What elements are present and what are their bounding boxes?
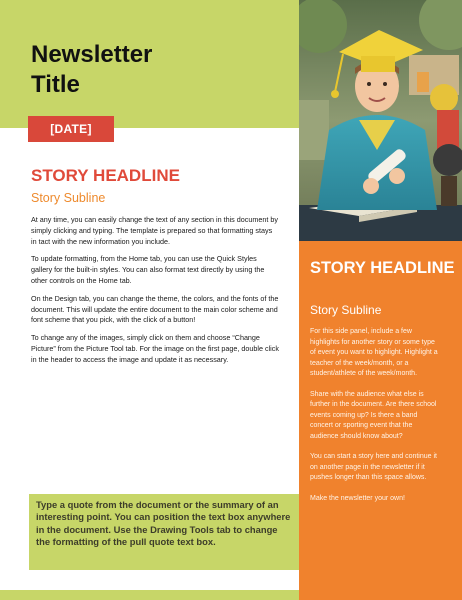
side-story-paragraph: You can start a story here and continue it on another page in the newsletter if it pushes longer than this space allows. <box>310 453 437 481</box>
pull-quote-box <box>29 494 299 570</box>
story-paragraph: At any time, you can easily change the text of any section in this document by simply clicking and typing. The template is prepared so that formatting stays in tact with the new information you include. <box>31 215 278 246</box>
main-story <box>31 166 279 373</box>
side-story-body <box>310 327 440 514</box>
date-badge: [DATE] <box>28 116 114 142</box>
story-headline: STORY HEADLINE <box>31 166 180 185</box>
side-story-subline: Story Subline <box>310 303 382 317</box>
side-story-headline: STORY HEADLINE <box>310 259 455 277</box>
story-paragraph: To change any of the images, simply click on them and choose “Change Picture” from the Picture Tool tab. For the image on the first page, double click in the header to access the image and update it as necessary. <box>31 333 279 364</box>
side-story-paragraph: Share with the audience what else is further in the document. Are there school events coming up? Is there a band concert or sporting event that the audience should know about? <box>310 390 437 440</box>
side-story-paragraph: For this side panel, include a few highlights for another story or some type of event you want to highlight. Highlight a teacher of the week/month, or a student/athlete of the week/month. <box>310 328 438 377</box>
footer-band <box>0 590 299 600</box>
pull-quote-text: Type a quote from the document or the summary of an interesting point. You can position the text box anywhere in the document. Use the Drawing Tools tab to change the formatting of the pull quote text box. <box>36 499 291 548</box>
child-graduate-photo <box>299 0 462 241</box>
side-story-paragraph: Make the newsletter your own! <box>310 494 405 502</box>
header-photo <box>299 0 462 241</box>
story-paragraph: To update formatting, from the Home tab, you can use the Quick Styles gallery for the built-in styles. You can also format text directly by using the other controls on the Home tab. <box>31 254 265 285</box>
side-panel <box>299 241 462 600</box>
newsletter-title: Newsletter Title <box>31 41 153 98</box>
story-subline: Story Subline <box>31 191 106 205</box>
story-paragraph: On the Design tab, you can change the theme, the colors, and the fonts of the document. This will update the entire document to the main color scheme and font scheme that you pick, with the click of a button! <box>31 293 279 325</box>
